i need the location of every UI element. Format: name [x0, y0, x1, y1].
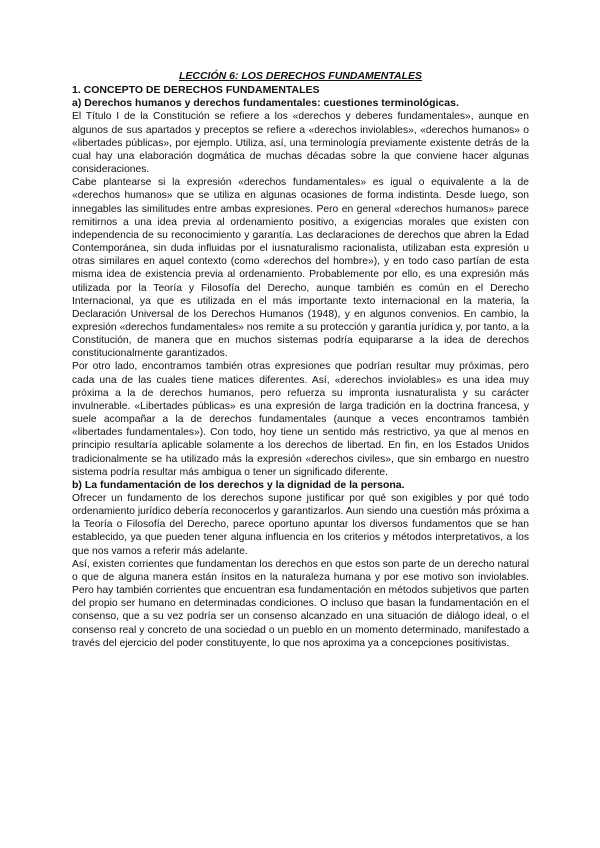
paragraph-b2: Así, existen corrientes que fundamentan los derechos en que estos son parte de un derecho natural o que de alguna manera están ínsitos en la naturaleza humana y por ese motivo son inviolables. Pero hay también corrientes que encuentran esa fundamentación en métodos subjetivos que parten del propio ser humano en determinadas condiciones. O incluso que basan la fundamentación en el consenso, que a su vez podría ser un consenso alcanzado en una situación de diálogo ideal, o el consenso real y concreto de una sociedad o un pueblo en un momento determinado, manifestado a través del ejercicio del poder constituyente, lo que nos aproxima ya a concepciones positivistas. [72, 558, 529, 649]
document-page [72, 70, 529, 650]
paragraph-b1: Ofrecer un fundamento de los derechos supone justificar por qué son exigibles y por qué todo ordenamiento jurídico debería reconocerlos y garantizarlos. Aun siendo una cuestión más próxima a la Teoría o Filosofía del Derecho, parece oportuno apuntar los diversos fundamentos que se han establecido, ya que pueden tener alguna influencia en los criterios y métodos interpretativos, a los que nos vamos a referir más adelante. [72, 493, 529, 557]
paragraph-a2: Cabe plantearse si la expresión «derechos fundamentales» es igual o equivalente a la de «derechos humanos» que se utiliza en algunas ocasiones de forma indistinta. Desde luego, son innegables las similitudes entre ambas expresiones. Pero en general «derechos humanos» parece remitirnos a una idea previa al ordenamiento positivo, a exigencias morales que existen con independencia de su reconocimiento y garantía. Las declaraciones de derechos que abren la Edad Contemporánea, sin duda influidas por el iusnaturalismo racionalista, utilizaban esta expresión u otras similares en aquel contexto (como «derechos del hombre»), y en todo caso partían de esta misma idea de existencia previa al ordenamiento. Probablemente por ello, es una expresión más utilizada por la Teoría y Filosofía del Derecho, aunque también es común en el Derecho Internacional, ya que es utilizada en el más importante texto internacional en la materia, la Declaración Universal de los Derechos Humanos (1948), y en algunos convenios. En cambio, la expresión «derechos fundamentales» nos remite a su protección y garantía jurídica y, por tanto, a la Constitución, de manera que en muchos sistemas podría equipararse a la idea de derechos constitucionalmente garantizados. [72, 177, 529, 360]
paragraph-a1: El Título I de la Constitución se refiere a los «derechos y deberes fundamentales», aunque en algunos de sus apartados y preceptos se refiere a «derechos inviolables», «derechos humanos» o «libertades públicas», por ejemplo. Utiliza, así, una terminología previamente existente detrás de la cual hay una elaboración dogmática de muchas décadas sobre la que conviene hacer algunas consideraciones. [72, 111, 529, 176]
subsection-b-title: b) La fundamentación de los derechos y la dignidad de la persona. [72, 478, 405, 491]
lesson-title: LECCIÓN 6: LOS DERECHOS FUNDAMENTALES [178, 70, 423, 82]
paragraph-a3: Por otro lado, encontramos también otras expresiones que podrían resultar muy próximas, pero cada una de las cuales tiene matices diferentes. Así, «derechos inviolables» es una idea muy próxima a la de derechos humanos, pero refuerza su impronta iusnaturalista y su carácter invulnerable. «Libertades públicas» es una expresión de larga tradición en la doctrina francesa, y suele acompañar a la de derechos fundamentales (aunque a veces encontramos también «libertades fundamentales»). Con todo, hoy tiene un sentido más restrictivo, ya que al menos en principio resultaría aplicable solamente a los derechos de libertad. En fin, en los Estados Unidos tradicionalmente se ha utilizado más la expresión «derechos civiles», que sin embargo en nuestro sistema podría resultar más ambigua o tener un significado diferente. [72, 361, 529, 478]
subsection-a-title: a) Derechos humanos y derechos fundamentales: cuestiones terminológicas. [72, 97, 459, 110]
section-title: 1. CONCEPTO DE DERECHOS FUNDAMENTALES [72, 84, 320, 97]
